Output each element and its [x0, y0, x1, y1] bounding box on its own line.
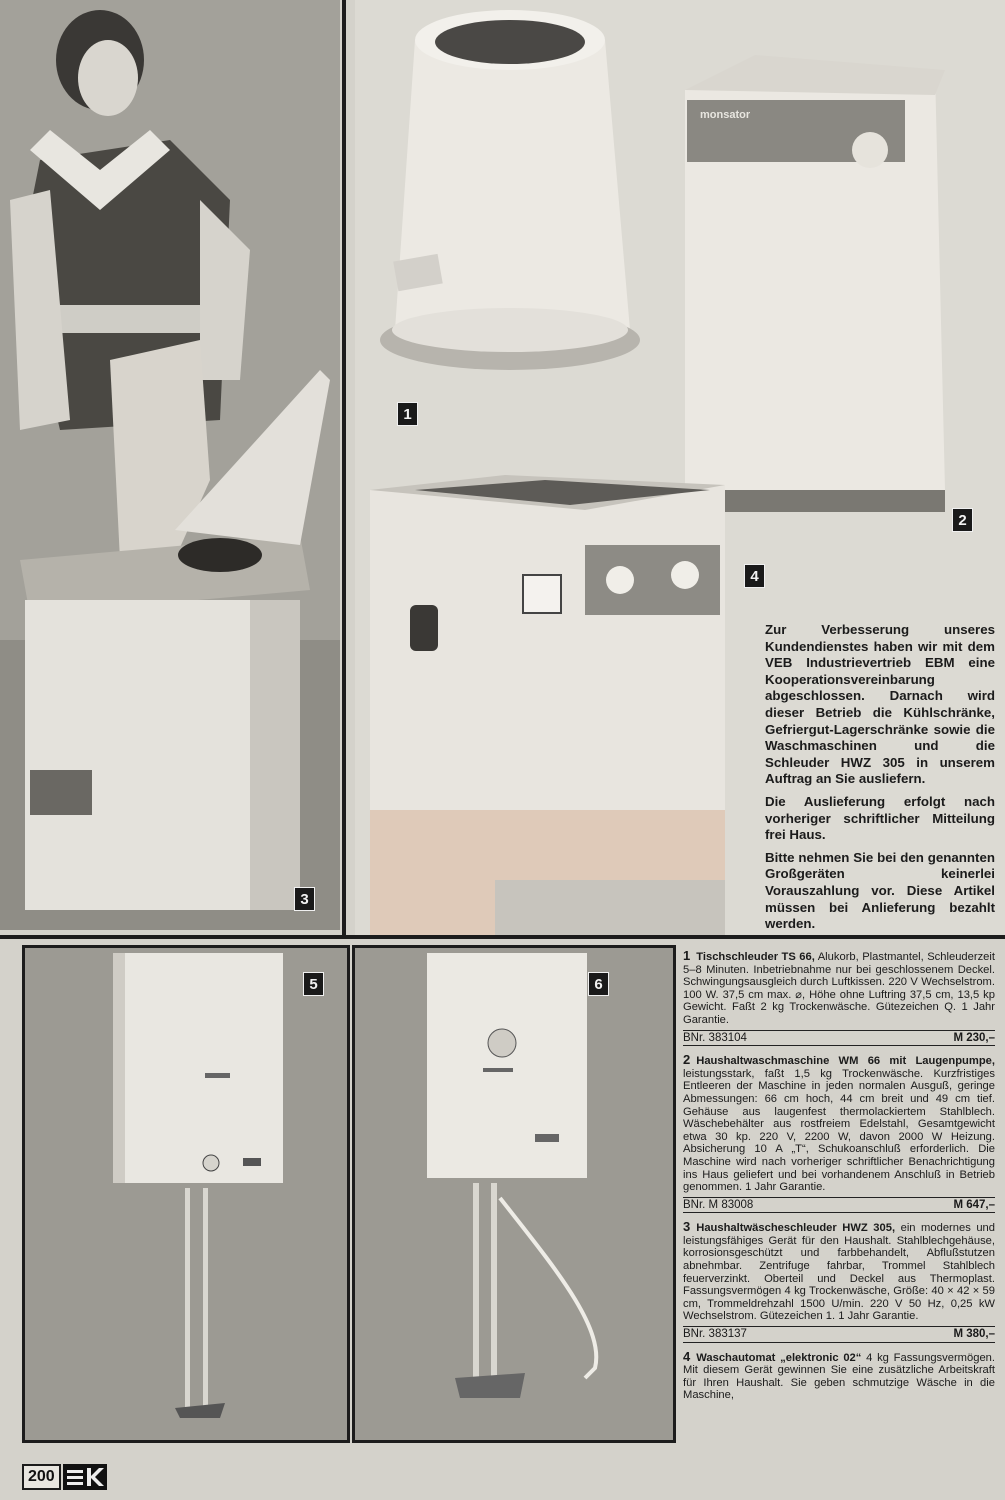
- vertical-divider: [342, 0, 346, 935]
- photo-3-illustration: [0, 0, 340, 930]
- price-row-1: [683, 1030, 995, 1047]
- item-badge-2: 2: [952, 508, 973, 532]
- item-badge-3: 3: [294, 887, 315, 911]
- water-heater-5-illustration: [25, 948, 347, 1440]
- catalog-logo: [63, 1464, 107, 1490]
- product-description: leistungsstark, faßt 1,5 kg Trockenwäsche. Kurzfristiges Entleeren der Maschine in jeden normalen Ausguß, geringe Abmessungen: 66 cm hoch, 44 cm breit und 49 cm tief. Gehäuse aus laugenfest thermolackiertem Stahlblech. Wäschebehälter aus rostfreiem Edelstahl, Gesamtgewicht etwa 30 kp. 220 V, 2200 W, davon 2000 W Heizung. Absicherung 10 A „T“, Schukoanschluß erforderlich. Die Maschine wird nach vorheriger schriftlicher Benachrichtigung ins Haus geliefert und bei vorhandenem Anschluß in Betrieb genommen. 1 Jahr Garantie.: [683, 1067, 995, 1194]
- price-row-2: [683, 1197, 995, 1214]
- section-divider: [0, 935, 1005, 939]
- price: M 380,–: [953, 1328, 995, 1341]
- product-name: Haushaltwaschmaschine WM 66 mit Laugenpumpe,: [696, 1055, 995, 1068]
- price: M 230,–: [953, 1031, 995, 1044]
- notice-paragraph-3: Bitte nehmen Sie bei den genannten Großgeräten keinerlei Vorauszahlung vor. Diese Artikel müssen bei Anlieferung bezahlt werden.: [765, 849, 995, 932]
- price-row-3: [683, 1326, 995, 1343]
- order-number: BNr. 383104: [683, 1031, 747, 1044]
- product-number: 2: [683, 1052, 691, 1068]
- notice-paragraph-2: Die Auslieferung erfolgt nach vorheriger schriftlicher Mitteilung frei Haus.: [765, 793, 995, 843]
- price: M 647,–: [953, 1198, 995, 1211]
- photo-water-heater-5: [22, 945, 350, 1443]
- product-number: 4: [683, 1348, 691, 1364]
- product-entry-1: [683, 950, 995, 1046]
- photo-spin-dryer-hwz305: [0, 0, 340, 930]
- product-name: Waschautomat „elektronic 02“: [696, 1351, 862, 1364]
- product-desc-4: [683, 1348, 995, 1402]
- order-number: BNr. M 83008: [683, 1198, 754, 1211]
- page-number: 200: [22, 1464, 61, 1490]
- product-number: 3: [683, 1219, 691, 1235]
- product-name: Haushaltwäscheschleuder HWZ 305,: [696, 1222, 896, 1235]
- product-list: [683, 950, 995, 1402]
- product-desc-2: [683, 1054, 995, 1194]
- product-description: Alukorb, Plastmantel, Schleuderzeit 5–8 Minuten. Inbetriebnahme nur bei geschlossenem Deckel. Schwingungsausgleich durch Luftkissen. 220 V Wechselstrom. 100 W. 37,5 cm max. ⌀, Höhe ohne Luftring 37,5 cm, 13,5 kp Gewicht. Faßt 2 kg Trockenwäsche. Gütezeichen Q. 1 Jahr Garantie.: [683, 951, 995, 1026]
- product-desc-1: [683, 950, 995, 1027]
- k-logo-icon: [63, 1464, 107, 1490]
- notice-paragraph-1: Zur Verbesserung unseres Kundendienstes haben wir mit dem VEB Industrievertrieb EBM eine Kooperationsvereinbarung abgeschlossen. Darnach wird dieser Betrieb die Kühlschränke, Gefriergut-Lagerschränke sowie die Waschmaschinen und die Schleuder HWZ 305 in unserem Auftrag an Sie ausliefern.: [765, 622, 995, 787]
- item-badge-1: 1: [397, 402, 418, 426]
- product-entry-2: [683, 1054, 995, 1213]
- product-name: Tischschleuder TS 66,: [696, 951, 815, 963]
- delivery-notice: [765, 622, 995, 939]
- item-badge-6: 6: [588, 972, 609, 996]
- water-heater-6-illustration: [355, 948, 673, 1440]
- item-badge-5: 5: [303, 972, 324, 996]
- product-entry-3: [683, 1221, 995, 1342]
- photo-water-heater-6: [352, 945, 676, 1443]
- product-description: 4 kg Fassungsvermögen. Mit diesem Gerät gewinnen Sie eine zusätzliche Arbeitskraft für Ihren Haushalt. Sie geben schmutzige Wäsche in die Maschine,: [683, 1351, 995, 1402]
- item-badge-4: 4: [744, 564, 765, 588]
- page-footer: [22, 1464, 107, 1490]
- product-description: ein modernes und leistungsfähiges Gerät für den Haushalt. Stahlblechgehäuse, korrosionsgeschützt und farbbehandelt, Abflußstutzen abnehmbar. Zentrifuge fahrbar, Trommel Stahlblech feuerverzinkt. Oberteil und Deckel aus Thermoplast. Fassungsvermögen 4 kg Trockenwäsche, Größe: 40 × 42 × 59 cm, Trommeldrehzahl 1500 U/min. 220 V 50 Hz, 0,25 kW Wechselstrom. Gütezeichen 1. 1 Jahr Garantie.: [683, 1222, 995, 1323]
- product-number: 1: [683, 948, 691, 963]
- order-number: BNr. 383137: [683, 1328, 747, 1341]
- product-desc-3: [683, 1221, 995, 1323]
- washer-brand-label: monsator: [700, 109, 751, 121]
- product-entry-4: [683, 1348, 995, 1402]
